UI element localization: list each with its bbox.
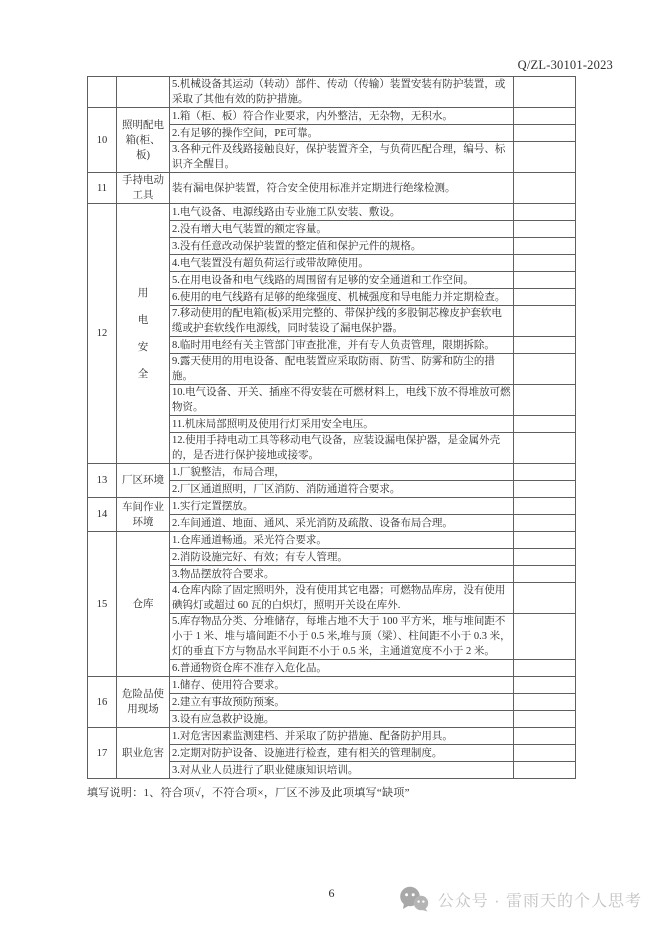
wechat-icon	[399, 886, 429, 912]
result-fill-cell	[514, 566, 576, 583]
table-row	[88, 464, 576, 481]
checklist-item-text: 2.厂区通道照明，厂区消防、消防通道符合要求。	[170, 481, 514, 498]
result-fill-cell	[514, 289, 576, 306]
page-number: 6	[328, 886, 335, 900]
checklist-item-text: 1.箱（柜、板）符合作业要求，内外整洁，无杂物，无积水。	[170, 108, 514, 125]
checklist-body	[88, 77, 576, 779]
result-fill-cell	[514, 433, 576, 464]
result-fill-cell	[514, 204, 576, 221]
checklist-item-text: 3.没有任意改动保护装置的整定值和保护元件的规格。	[170, 238, 514, 255]
result-fill-cell	[514, 416, 576, 433]
checklist-item-text: 2.没有增大电气装置的额定容量。	[170, 221, 514, 238]
table-row	[88, 677, 576, 694]
result-fill-cell	[514, 125, 576, 142]
category-cell: 手持电动工具	[117, 173, 170, 204]
table-row	[88, 532, 576, 549]
checklist-item-text: 3.各种元件及线路接触良好，保护装置齐全，与负荷匹配合理，编号、标识齐全醒目。	[170, 142, 514, 173]
fill-instructions: 填写说明：1、符合项√，不符合项×，厂区不涉及此项填写“缺项”	[87, 787, 410, 799]
checklist-item-text: 1.储存、使用符合要求。	[170, 677, 514, 694]
result-fill-cell	[514, 481, 576, 498]
checklist-item-text: 9.露天使用的用电设备、配电装置应采取防雨、防雪、防雾和防尘的措施。	[170, 354, 514, 385]
category-vertical-text: 用 电 安 全	[137, 287, 149, 380]
checklist-item-text: 装有漏电保护装置，符合安全使用标准并定期进行绝缘检测。	[170, 173, 514, 204]
checklist-item-text: 2.有足够的操作空间，PE可靠。	[170, 125, 514, 142]
checklist-item-text: 3.设有应急救护设施。	[170, 711, 514, 728]
checklist-item-text: 1.仓库通道畅通。采光符合要求。	[170, 532, 514, 549]
checklist-item-text: 11.机床局部照明及使用行灯采用安全电压。	[170, 416, 514, 433]
category-cell: 仓库	[117, 532, 170, 677]
row-number-cell: 15	[88, 532, 117, 677]
table-row	[88, 204, 576, 221]
category-cell	[117, 77, 170, 108]
category-cell: 厂区环境	[117, 464, 170, 498]
result-fill-cell	[514, 498, 576, 515]
watermark-text: 公众号 · 雷雨天的个人思考	[437, 892, 642, 910]
row-number-cell: 10	[88, 108, 117, 173]
checklist-item-text: 7.移动使用的配电箱(板)采用完整的、带保护线的多股铜芯橡皮护套软电缆或护套软线作电源线，同时装设了漏电保护器。	[170, 306, 514, 337]
checklist-item-text: 4.仓库内除了固定照明外，没有使用其它电器；可燃物品库房，没有使用碘钨灯或超过 60 瓦的白炽灯，照明开关设在库外.	[170, 583, 514, 614]
checklist-item-text: 5.在用电设备和电气线路的周围留有足够的安全通道和工作空间。	[170, 272, 514, 289]
category-cell: 照明配电箱(柜、板)	[117, 108, 170, 173]
checklist-item-text: 1.对危害因素监测建档、并采取了防护措施、配备防护用具。	[170, 728, 514, 745]
result-fill-cell	[514, 532, 576, 549]
row-number-cell: 12	[88, 204, 117, 464]
result-fill-cell	[514, 464, 576, 481]
table-row	[88, 173, 576, 204]
result-fill-cell	[514, 108, 576, 125]
checklist-item-text: 4.电气装置没有超负荷运行或带故障使用。	[170, 255, 514, 272]
category-cell: 车间作业环境	[117, 498, 170, 532]
result-fill-cell	[514, 337, 576, 354]
result-fill-cell	[514, 221, 576, 238]
result-fill-cell	[514, 745, 576, 762]
checklist-item-text: 6.普通物资仓库不准存入危化品。	[170, 660, 514, 677]
table-row	[88, 108, 576, 125]
result-fill-cell	[514, 173, 576, 204]
checklist-item-text: 5.机械设备其运动（转动）部件、传动（传输）装置安装有防护装置，或采取了其他有效的防护措施。	[170, 77, 514, 108]
table-row	[88, 498, 576, 515]
result-fill-cell	[514, 614, 576, 660]
category-cell: 职业危害	[117, 728, 170, 779]
row-number-cell: 17	[88, 728, 117, 779]
row-number-cell: 11	[88, 173, 117, 204]
result-fill-cell	[514, 306, 576, 337]
result-fill-cell	[514, 77, 576, 108]
row-number-cell	[88, 77, 117, 108]
watermark	[399, 886, 642, 912]
result-fill-cell	[514, 660, 576, 677]
checklist-item-text: 1.厂貌整洁，布局合理，	[170, 464, 514, 481]
table-row	[88, 77, 576, 108]
content-area	[87, 76, 576, 901]
checklist-item-text: 5.库存物品分类、分堆储存，每堆占地不大于 100 平方米，堆与堆间距不小于 1 米、堆与墙间距不小于 0.5 米,堆与顶（梁）、柱间距不小于 0.3 米，灯的垂直下方与物品水平间距不小于 0.5 米，主通道宽度不小于 2 米。	[170, 614, 514, 660]
result-fill-cell	[514, 677, 576, 694]
result-fill-cell	[514, 385, 576, 416]
result-fill-cell	[514, 238, 576, 255]
result-fill-cell	[514, 762, 576, 779]
checklist-item-text: 10.电气设备、开关、插座不得安装在可燃材料上，电线下放不得堆放可燃物资。	[170, 385, 514, 416]
row-number-cell: 13	[88, 464, 117, 498]
checklist-item-text: 2.建立有事故预防预案。	[170, 694, 514, 711]
row-number-cell: 14	[88, 498, 117, 532]
result-fill-cell	[514, 255, 576, 272]
result-fill-cell	[514, 354, 576, 385]
result-fill-cell	[514, 711, 576, 728]
checklist-item-text: 2.定期对防护设备、设施进行检查，建有相关的管理制度。	[170, 745, 514, 762]
safety-checklist-table	[87, 76, 576, 779]
result-fill-cell	[514, 272, 576, 289]
result-fill-cell	[514, 142, 576, 173]
result-fill-cell	[514, 728, 576, 745]
result-fill-cell	[514, 515, 576, 532]
doc-code: Q/ZL-30101-2023	[517, 58, 613, 72]
checklist-item-text: 3.对从业人员进行了职业健康知识培训。	[170, 762, 514, 779]
checklist-item-text: 2.消防设施完好、有效；有专人管理。	[170, 549, 514, 566]
result-fill-cell	[514, 583, 576, 614]
result-fill-cell	[514, 694, 576, 711]
checklist-item-text: 1.电气设备、电源线路由专业施工队安装、敷设。	[170, 204, 514, 221]
row-number-cell: 16	[88, 677, 117, 728]
checklist-item-text: 6.使用的电气线路有足够的绝缘强度、机械强度和导电能力并定期检查。	[170, 289, 514, 306]
checklist-item-text: 2.车间通道、地面、通风、采光消防及疏散、设备布局合理。	[170, 515, 514, 532]
checklist-item-text: 8.临时用电经有关主管部门审查批准，并有专人负责管理，限期拆除。	[170, 337, 514, 354]
checklist-item-text: 1.实行定置摆放。	[170, 498, 514, 515]
result-fill-cell	[514, 549, 576, 566]
category-cell	[117, 204, 170, 464]
checklist-item-text: 12.使用手持电动工具等移动电气设备，应装设漏电保护器，是金属外壳的，是否进行保护接地或接零。	[170, 433, 514, 464]
table-row	[88, 728, 576, 745]
category-cell: 危险品使用现场	[117, 677, 170, 728]
checklist-item-text: 3.物品摆放符合要求。	[170, 566, 514, 583]
